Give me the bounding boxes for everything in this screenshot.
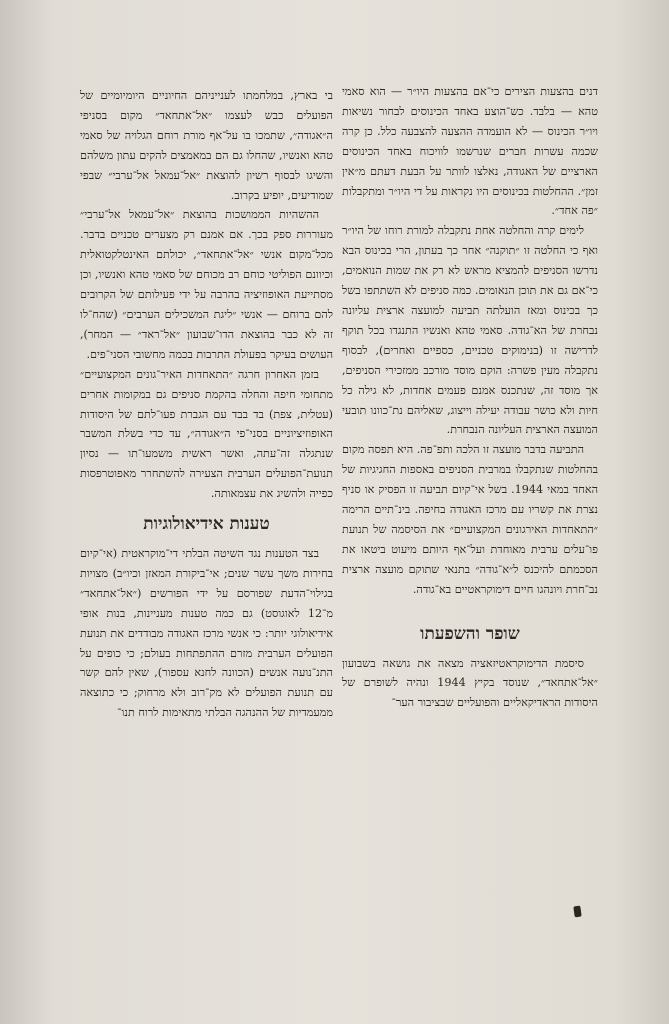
right-paragraph-2: לימים קרה והחלטה אחת נתקבלה למורת רוחו של היו״ר ואף כי החלטה זו ״תוקנה״ אחר כך בעתון, הרי בכינוס הבא נדרשו הסניפים להמציא מראש לא רק את שמות הנואמים, כי־אם גם את תוכן הנאומים. כמה סניפים לא השתתפו בשל כך בכינוס ומאז הועלתה תביעה למועצה ארצית עליונה נבחרת של הא־גודה. סאמי טהא ואנשיו התנגדו בכל תוקף לדרישה זו (בנימוקים טכניים, כספיים ואחרים), לבסוף נתקבלה מעין פשרה: הוקם מוסד מורכב ממזכירי הסניפים, אך מוסד זה, שנתכנס אמנם פעמים אחדות, לא גילה כל חיות ולא כושר עבודה יעילה וייצוג, שאליהם נת־כוונו תובעי המועצה הארצית העליונה הנבחרת. <box>342 224 598 437</box>
left-paragraph-3: בזמן האחרון חרגה ״התאחדות האיר־גונים המקצועיים״ מתחומי חיפה והחלה בהקמת סניפים גם במקומות אחרים (עטלית, צפת) בד בבד עם הגברת פעו־לתם של היסודות האופוזיציוניים בסני־פי ה״אגודה״, עד כדי בשלת המשבר שנתגלה זה־עתה, ואשר ראשית משמעו־תו — נסיון תנועת־הפועלים הערבית הצעירה להשתחרר מאפוטרפסות כפייה ולהשיג את עצמאותה. <box>80 367 333 501</box>
left-paragraph-2: ההשהיות הממושכות בהוצאת ״אל־עמאל אל־ערבי״ מעוררות ספק בכך. אם אמנם רק מצערים טכניים בדבר. מכל־מקום אנשי ״אל־אתחאד״, יכולתם האינטלקטואלית וכיוונם הפוליטי כוחם רב מכוחם של סאמי טהא ואנשיו, וכן מסתייעת האופוזיציה בהרבה על ידי פעילותם של הקרובים להם ברוחם — אנשי ״ליגת המשכילים הערבים״ (שהח־לו זה לא כבר בהוצאת הדו־שבועון ״אל־ראד״ — המחר), העושים בעיקר בפעולת התרבות בכמה מחשובי הסני־פים. <box>80 208 333 361</box>
left-paragraph-4: בצד הטענות נגד השיטה הבלתי די־מוקראטית (אי־קיום בחירות משך עשר שנים; אי־ביקורת המאזן וכיו״ב) מצויות בגילוי־הדעת שפורסם על ידי הפורשים (״אל־אתחאד״ מ־12 לאוגוסט) גם כמה טענות מעניינות, בנות אופי אידיאולוגי יותר: כי אנשי מרכז האגודה מבודדים את תנועת הפועלים הערבית מזרם ההתפתחות בעולם; כי כופים על התנ־נועה אנשים (הכוונה לחנא עספור), שאין להם קשר עם תנועת הפועלים לא מק־רוב ולא מרחוק; כי כתוצאה ממעמדיות של ההנהגה הבלתי מתאימות לרוח תנו־ <box>80 547 333 720</box>
section-heading-ideological: טענות אידיאולוגיות <box>143 514 270 535</box>
section-heading-shofar: שופר והשפעתו <box>420 623 520 644</box>
right-paragraph-4: סיסמת הדימוקראטיזאציה מצאה את גושאה בשבועון ״אל־אתחאד״, שנוסד בקיץ 1944 ונהיה לשופרם של היסודות הראדיקאליים והפועליים שבציבור הער־ <box>342 656 599 710</box>
left-paragraph-1: בי בארץ, במלחמתו לענייניהם החיוניים היומיומיים של הפועלים כבש לעצמו ״אל־אתחאד״ מקום בסניפי ה״אגודה״, שתמכו בו על־אף מורת רוחם הגלויה של סאמי טהא ואנשיו, שהחלו גם הם במאמצים להקים עתון משלהם והשיגו לבסוף רשיון להוצאת ״אל־עמאל אל־ערבי״ שבפי שמודיעים, יופיע בקרוב. <box>80 89 333 202</box>
right-paragraph-1: דנים בהצעות הצירים כי־אם בהצעות היו״ר — הוא סאמי טהא — בלבד. כש־הוצע באחד הכינוסים לבחור נשיאות ויו״ר הכינוס — לא הועמדה ההצעה להצבעה כלל. כן קרה שכמה עשרות חברים שנרשמו לוויכוח באחד הכינוסים הארציים של האגודה, נאלצו לוותר על הבעת דעתם מ״אין זמן״. ההחלטות בכינוסים היו נקראות על די היו״ר ומתקבלות ״פה אחד״. <box>342 85 598 218</box>
right-text-column <box>342 82 598 713</box>
left-text-column <box>80 86 333 723</box>
right-paragraph-3: התביעה בדבר מועצה זו הלכה ותפ־פה. היא תפסה מקום בהחלטות שנתקבלו במרבית הסניפים באספות החגיגיות של האחד במאי 1944. בשל אי־קיום תביעה זו הפסיק או סניף נצרת את קשריו עם מרכז האגודה בחיפה. בינ־תיים הרימה ״התאחדות האירגונים המקצועיים״ את הסיסמה של תנועת פו־עלים ערבית מאוחדת ועל־אף היותם מיעוט ביטאו את הסכמתם להיכנס ל״א־גודה״ בתנאי שתוקם מועצה ארצית נב־חרת ויונהגו חיים דימוקראטיים בא־גודה. <box>342 443 598 596</box>
ink-mark <box>573 906 581 918</box>
